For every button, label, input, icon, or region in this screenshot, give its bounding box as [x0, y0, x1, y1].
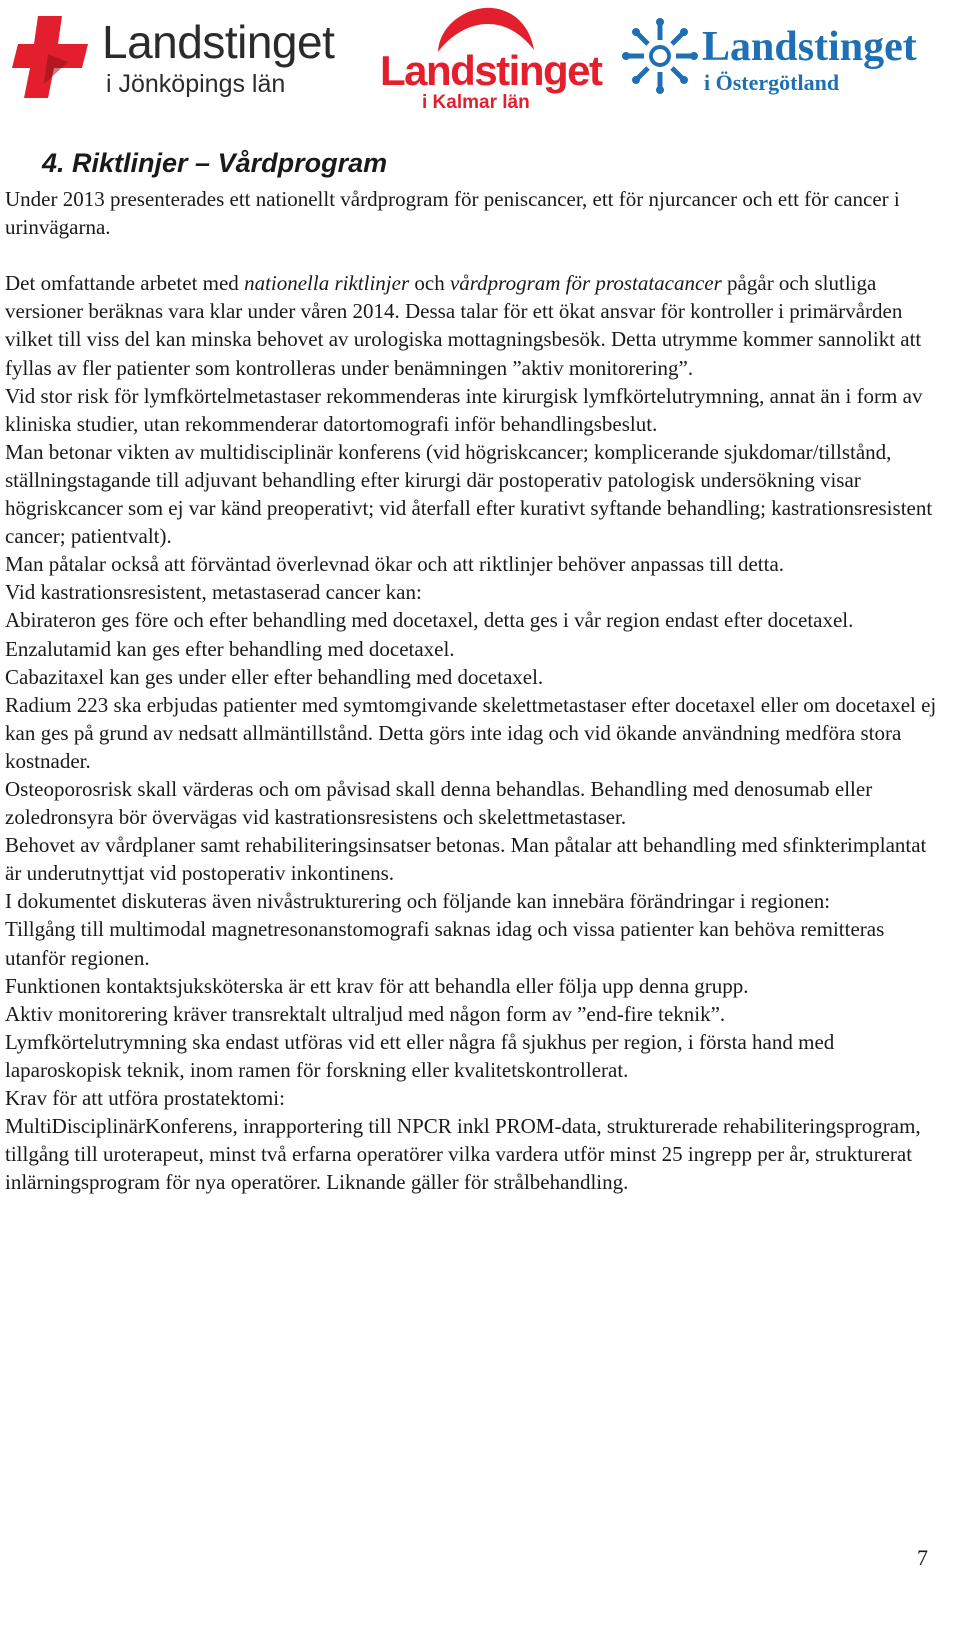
logo-title: Landstinget	[702, 24, 917, 70]
document-body	[5, 185, 940, 1196]
paragraph: Cabazitaxel kan ges under eller efter behandling med docetaxel.	[5, 664, 544, 689]
paragraph: Enzalutamid kan ges efter behandling med docetaxel.	[5, 636, 455, 661]
paragraph: I dokumentet diskuteras även nivåstrukturering och följande kan innebära förändringar i regionen:	[5, 889, 831, 914]
text-run: pågår och slutliga versioner beräknas vara klar under våren 2014. Dessa talar för ett ökat ansvar för kontroller i primärvården vilket till viss del kan minska behovet av urologiska mottagningsbesök. Detta utrymme kommer sannolikt att fyllas av fler patienter som kontrolleras under benämningen ”aktiv monitorering”.	[5, 271, 922, 380]
logo-landstinget-ostergotland	[622, 14, 952, 104]
logo-landstinget-jonkoping	[10, 14, 360, 104]
section-heading: 4. Riktlinjer – Vårdprogram	[42, 148, 388, 178]
paragraph: Man påtalar också att förväntad överlevnad ökar och att riktlinjer behöver anpassas till detta.	[5, 552, 785, 577]
paragraph: Osteoporosrisk skall värderas och om påvisad skall denna behandlas. Behandling med denosumab eller zoledronsyra bör övervägas vid kastrationsresistens och skelettmetastaser.	[5, 776, 873, 830]
paragraph-guidelines	[5, 269, 940, 381]
paragraph: Vid stor risk för lymfkörtelmetastaser rekommenderas inte kirurgisk lymfkörtelutrymning, annat än i form av kliniska studier, utan rekommenderar datortomografi inför behandlingsbeslut.	[5, 383, 923, 436]
paragraph: MultiDisciplinärKonferens, inrapportering till NPCR inkl PROM-data, strukturerade rehabiliteringsprogram, tillgång till uroterapeut, minst två erfarna operatörer vilka vardera utför minst 25 ingrepp per år, strukturerat inlärningsprogram för nya operatörer. Liknande gäller för strålbehandling.	[5, 1114, 921, 1195]
blue-flower-icon	[622, 18, 698, 98]
paragraph: Radium 223 ska erbjudas patienter med symtomgivande skelettmetastaser efter docetaxel eller om docetaxel ej kan ges på grund av nedsatt allmäntillstånd. Detta görs inte idag och vid ökande användning medföra stora kostnader.	[5, 692, 937, 773]
paragraph: Behovet av vårdplaner samt rehabiliteringsinsatser betonas. Man påtalar att behandling med sfinkterimplantat är underutnyttjat vid postoperativ inkontinens.	[5, 833, 927, 886]
paragraph-spacer	[5, 241, 940, 269]
paragraph: Funktionen kontaktsjuksköterska är ett krav för att behandla eller följa upp denna grupp.	[5, 973, 749, 998]
paragraph: Vid kastrationsresistent, metastaserad cancer kan:	[5, 580, 422, 605]
text-run: Det omfattande arbetet med	[5, 271, 245, 296]
paragraph-intro: Under 2013 presenterades ett nationellt vårdprogram för peniscancer, ett för njurcancer och ett för cancer i urinvägarna.	[5, 187, 900, 240]
paragraph: Lymfkörtelutrymning ska endast utföras vid ett eller några få sjukhus per region, i första hand med laparoskopisk teknik, inom ramen för forskning eller kvalitetskontrollerat.	[5, 1029, 835, 1082]
logo-subtitle: i Jönköpings län	[106, 70, 286, 98]
paragraph: Krav för att utföra prostatektomi:	[5, 1086, 285, 1110]
red-cross-icon	[10, 14, 100, 100]
logo-subtitle: i Kalmar län	[422, 92, 530, 113]
logo-title: Landstinget	[102, 16, 335, 68]
logo-landstinget-kalmar	[380, 4, 602, 114]
page-number: 7	[917, 1545, 928, 1570]
logo-subtitle: i Östergötland	[704, 70, 840, 95]
logo-title: Landstinget	[380, 47, 602, 94]
paragraph: Tillgång till multimodal magnetresonanstomografi saknas idag och vissa patienter kan behöva remitteras utanför regionen.	[5, 917, 885, 970]
paragraph: Man betonar vikten av multidisciplinär konferens (vid högriskcancer; komplicerande sjukdomar/tillstånd, ställningstagande till adjuvant behandling efter kirurgi där postoperativ patologisk undersökning visar högriskcancer som ej var känd preoperativt; vid återfall efter kurativt syftande behandling; kastrationsresistent cancer; patientvalt).	[5, 439, 933, 549]
italic-term: vårdprogram för prostatacancer	[449, 271, 722, 296]
italic-term: nationella riktlinjer	[244, 271, 410, 296]
paragraph: Aktiv monitorering kräver transrektalt ultraljud med någon form av ”end-fire teknik”.	[5, 1001, 726, 1026]
text-run: och	[409, 271, 450, 296]
paragraph: Abirateron ges före och efter behandling med docetaxel, detta ges i vår region endast efter docetaxel.	[5, 608, 854, 633]
